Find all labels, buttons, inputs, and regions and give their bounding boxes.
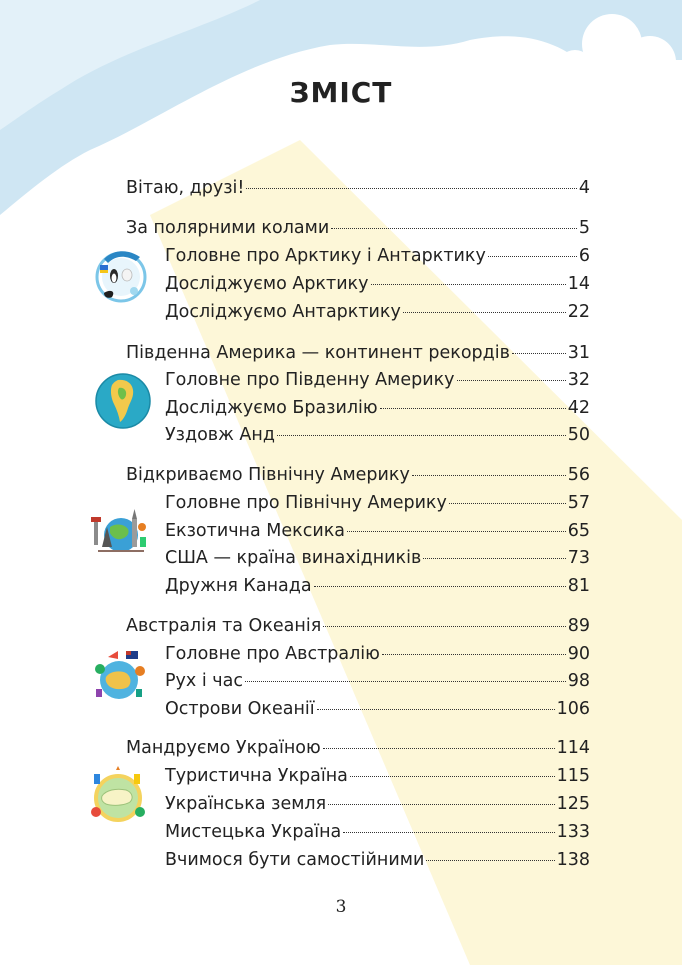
dot-leader [412, 475, 566, 476]
page-ref: 57 [567, 493, 590, 513]
toc-subsection-entry[interactable] [165, 547, 590, 569]
page-ref: 133 [556, 822, 590, 842]
page-ref: 22 [567, 302, 590, 322]
subsection-title: Головне про Північну Америку [165, 493, 447, 513]
toc-subsection-entry[interactable] [165, 273, 590, 295]
dot-leader [403, 312, 566, 313]
toc-subsection-entry[interactable] [165, 520, 590, 542]
subsection-title: Екзотична Мексика [165, 521, 345, 541]
toc-subsection-entry[interactable] [165, 369, 590, 391]
toc-subsection-entry[interactable] [165, 698, 590, 720]
toc-subsection-entry[interactable] [165, 821, 590, 843]
toc-chapter-entry[interactable] [126, 737, 590, 759]
subsection-title: Досліджуємо Бразилію [165, 398, 378, 418]
page-ref: 81 [567, 576, 590, 596]
dot-leader [323, 626, 566, 627]
page-ref: 106 [556, 699, 590, 719]
subsection-title: Досліджуємо Антарктику [165, 302, 401, 322]
dot-leader [426, 860, 554, 861]
page-ref: 4 [578, 178, 590, 198]
subsection-title: Головне про Південну Америку [165, 370, 455, 390]
page-ref: 73 [567, 548, 590, 568]
page-ref: 115 [556, 766, 590, 786]
dot-leader [350, 776, 555, 777]
toc-chapter-entry[interactable] [126, 217, 590, 239]
toc-subsection-entry[interactable] [165, 492, 590, 514]
page-ref: 89 [567, 616, 590, 636]
dot-leader [245, 681, 566, 682]
dot-leader [347, 531, 566, 532]
page-ref: 138 [556, 850, 590, 870]
toc-chapter-entry[interactable] [126, 177, 590, 199]
dot-leader [423, 558, 565, 559]
dot-leader [343, 832, 554, 833]
page-ref: 56 [567, 465, 590, 485]
north-america-globe-icon [88, 497, 150, 559]
page-title: ЗМІСТ [289, 76, 393, 109]
ukraine-globe-icon [86, 766, 148, 828]
toc-subsection-entry[interactable] [165, 793, 590, 815]
toc-chapter-entry[interactable] [126, 342, 590, 364]
chapter-title: Відкриваємо Північну Америку [126, 465, 410, 485]
dot-leader [314, 586, 566, 587]
page-ref: 98 [567, 671, 590, 691]
page-ref: 50 [567, 425, 590, 445]
subsection-title: Мистецька Україна [165, 822, 342, 842]
toc-subsection-entry[interactable] [165, 765, 590, 787]
south-america-globe-icon [92, 370, 154, 432]
chapter-title: Вітаю, друзі! [126, 178, 245, 198]
dot-leader [328, 804, 554, 805]
subsection-title: Острови Океанії [165, 699, 315, 719]
page-ref: 31 [567, 343, 590, 363]
chapter-title: Австралія та Океанія [126, 616, 322, 636]
dot-leader [457, 380, 566, 381]
page-ref: 42 [567, 398, 590, 418]
dot-leader [331, 228, 577, 229]
toc-chapter-entry[interactable] [126, 615, 590, 637]
page-ref: 90 [567, 644, 590, 664]
dot-leader [246, 188, 576, 189]
page-number: 3 [335, 897, 347, 917]
subsection-title: Головне про Австралію [165, 644, 380, 664]
dot-leader [323, 748, 555, 749]
toc-subsection-entry[interactable] [165, 301, 590, 323]
subsection-title: Головне про Арктику і Антарктику [165, 246, 486, 266]
australia-globe-icon [88, 643, 150, 705]
dot-leader [371, 284, 566, 285]
dot-leader [512, 353, 566, 354]
polar-globe-icon [90, 245, 152, 307]
dot-leader [382, 654, 566, 655]
toc-subsection-entry[interactable] [165, 849, 590, 871]
dot-leader [380, 408, 566, 409]
toc-subsection-entry[interactable] [165, 575, 590, 597]
subsection-title: Вчимося бути самостійними [165, 850, 425, 870]
page-ref: 14 [567, 274, 590, 294]
page-ref: 5 [578, 218, 590, 238]
subsection-title: Рух і час [165, 671, 243, 691]
subsection-title: США — країна винахідників [165, 548, 422, 568]
chapter-title: Південна Америка — континент рекордів [126, 343, 510, 363]
page-ref: 6 [578, 246, 590, 266]
chapter-title: За полярними колами [126, 218, 330, 238]
subsection-title: Уздовж Анд [165, 425, 275, 445]
dot-leader [449, 503, 566, 504]
toc-subsection-entry[interactable] [165, 245, 590, 267]
toc-subsection-entry[interactable] [165, 397, 590, 419]
subsection-title: Досліджуємо Арктику [165, 274, 369, 294]
page-ref: 114 [556, 738, 590, 758]
subsection-title: Дружня Канада [165, 576, 312, 596]
page-ref: 32 [567, 370, 590, 390]
page-ref: 125 [556, 794, 590, 814]
chapter-title: Мандруємо Україною [126, 738, 321, 758]
page-ref: 65 [567, 521, 590, 541]
toc-subsection-entry[interactable] [165, 643, 590, 665]
toc-chapter-entry[interactable] [126, 464, 590, 486]
toc-subsection-entry[interactable] [165, 424, 590, 446]
dot-leader [488, 256, 577, 257]
subsection-title: Туристична Україна [165, 766, 348, 786]
dot-leader [317, 709, 555, 710]
subsection-title: Українська земля [165, 794, 327, 814]
dot-leader [277, 435, 566, 436]
toc-subsection-entry[interactable] [165, 670, 590, 692]
